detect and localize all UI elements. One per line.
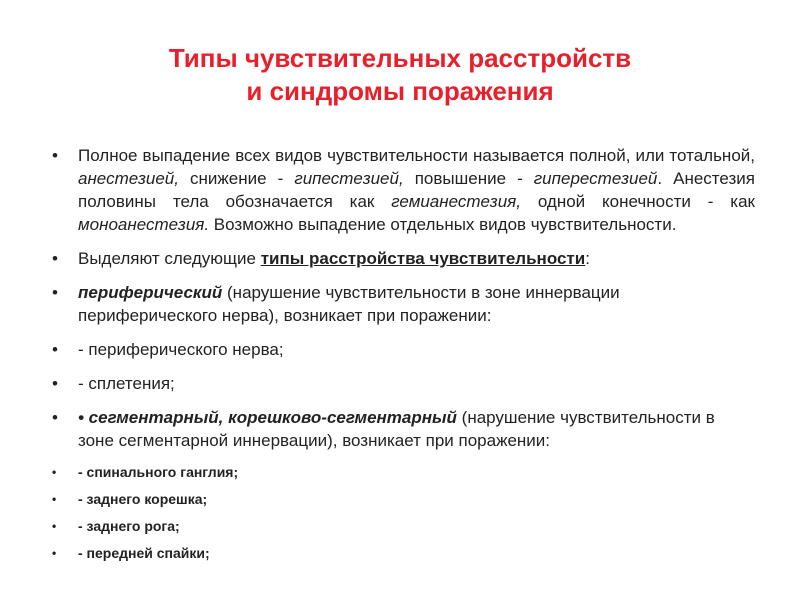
text-run: повышение -: [403, 169, 534, 188]
list-item-anterior-commissure: [50, 544, 755, 562]
list-item-types-intro: [50, 247, 755, 270]
slide-title-line-2: и синдромы поражения: [246, 76, 554, 106]
text-run: (нарушение чувствительности в зоне иннервации периферического нерва), возникает при поражении:: [78, 283, 620, 325]
text-run: - заднего корешка;: [78, 491, 208, 507]
bullet-icon: •: [52, 249, 58, 268]
text-run: - сплетения;: [78, 374, 175, 393]
text-run: - периферического нерва;: [78, 340, 284, 359]
bullet-icon: •: [52, 374, 58, 393]
list-item-total-anesthesia: [50, 144, 755, 236]
text-run: :: [585, 249, 590, 268]
term-hyperesthesia: гиперестезией: [533, 169, 658, 188]
term-anesthesia: анестезией,: [78, 169, 179, 188]
list-item-segmental-type: [50, 406, 755, 452]
bullet-icon: •: [52, 519, 57, 533]
text-run: - спинального ганглия;: [78, 464, 239, 480]
bullet-icon: •: [52, 408, 58, 427]
text-run: Выделяют следующие: [78, 249, 261, 268]
list-item-plexus: [50, 372, 755, 395]
term-monoanesthesia: моноанестезия.: [78, 215, 210, 234]
list-item-posterior-horn: [50, 517, 755, 535]
bullet-icon: •: [52, 546, 57, 560]
text-run: Возможно выпадение отдельных видов чувствительности.: [209, 215, 677, 234]
text-run: . Анестезия половины тела обозначается как: [78, 169, 755, 211]
bullet-icon: •: [52, 340, 58, 359]
bullet-icon: •: [52, 492, 57, 506]
text-run: снижение -: [179, 169, 295, 188]
term-hemianesthesia: гемианестезия,: [391, 192, 521, 211]
text-run: (нарушение чувствительности в зоне сегментарной иннервации), возникает при поражении:: [78, 408, 715, 450]
bullet-icon: •: [52, 283, 58, 302]
term-disorder-types: типы расстройства чувствительности: [260, 249, 586, 268]
bullet-icon: •: [52, 465, 57, 479]
bullet-list: [50, 144, 755, 571]
text-run: - заднего рога;: [78, 518, 180, 534]
term-hypesthesia: гипестезией,: [294, 169, 404, 188]
term-segmental: • сегментарный, корешково-сегментарный: [78, 408, 457, 427]
text-run: - передней спайки;: [78, 545, 210, 561]
list-item-posterior-root: [50, 490, 755, 508]
list-item-peripheral-nerve: [50, 338, 755, 361]
bullet-icon: •: [52, 146, 58, 165]
list-item-spinal-ganglion: [50, 463, 755, 481]
text-run: Полное выпадение всех видов чувствительности называется полной, или тотальной,: [78, 146, 755, 165]
slide-title-line-1: Типы чувствительных расстройств: [168, 43, 632, 73]
slide-title: [0, 42, 800, 108]
text-run: одной конечности - как: [520, 192, 755, 211]
list-item-peripheral-type: [50, 281, 755, 327]
term-peripheral: периферический: [78, 283, 223, 302]
